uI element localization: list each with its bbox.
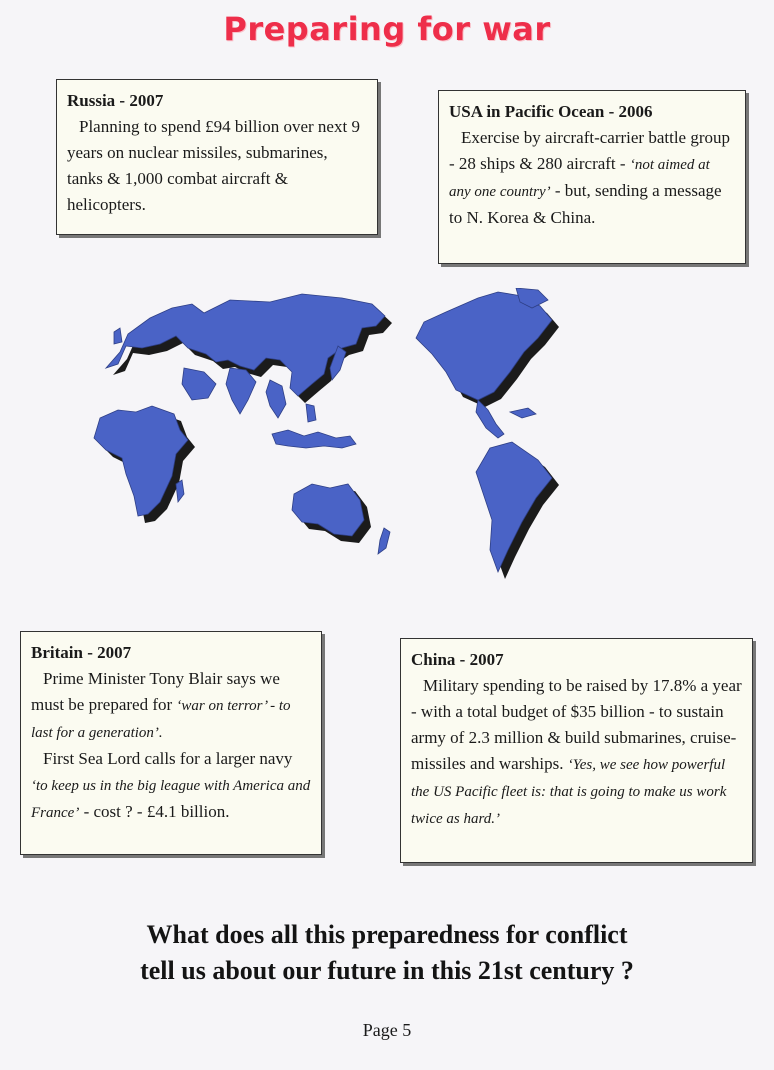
page-title: Preparing for war: [223, 10, 551, 48]
usa-pacific-2006-box: [438, 90, 746, 264]
russia-body: Planning to spend £94 billion over next 9 years on nuclear missiles, submarines, tanks & 1,000 combat aircraft & helicopters.: [67, 117, 360, 214]
usa-quote: ‘not aimed at any one country’: [449, 157, 710, 200]
usa-body-text-1: Exercise by aircraft-carrier battle group - 28 ships & 280 aircraft -: [449, 128, 731, 173]
usa-body: [449, 125, 735, 231]
madagascar-landmass: [176, 480, 184, 502]
closing-question: [0, 917, 774, 989]
china-2007-box: [400, 638, 753, 863]
usa-heading: USA in Pacific Ocean - 2006: [449, 102, 653, 121]
australia-landmass: [292, 484, 364, 536]
britain-body-text-2: First Sea Lord calls for a larger navy: [43, 749, 293, 768]
china-quote: ‘Yes, we see how powerful the US Pacific fleet is: that is going to make us work twice as hard.’: [411, 757, 727, 827]
china-body-text: Military spending to be raised by 17.8% a year - with a total budget of $35 billion - to sustain army of 2.3 million & build submarines, cruise-missiles and warships.: [411, 676, 742, 773]
russia-heading: Russia - 2007: [67, 91, 164, 110]
china-body: [411, 673, 742, 832]
southeast-asia-landmass: [266, 380, 286, 418]
britain-body-1: [31, 666, 311, 746]
new-zealand-landmass: [378, 528, 390, 554]
question-line-1: What does all this preparedness for conflict: [146, 920, 628, 949]
russia-2007-box: [56, 79, 378, 235]
british-isles-landmass: [114, 328, 122, 344]
arabia-landmass: [182, 368, 216, 400]
britain-body-2: [31, 746, 311, 826]
indonesia-islands: [272, 430, 356, 448]
caribbean-islands: [510, 408, 536, 418]
britain-body-text-3: - cost ? - £4.1 billion.: [83, 802, 230, 821]
britain-2007-box: [20, 631, 322, 855]
britain-heading: Britain - 2007: [31, 643, 132, 662]
page-number: Page 5: [362, 1020, 412, 1040]
britain-quote-2: ‘to keep us in the big league with America and France’: [31, 778, 311, 821]
india-landmass: [226, 368, 256, 414]
britain-body-text-1: Prime Minister Tony Blair says we must be prepared for: [31, 669, 280, 714]
philippines-islands: [306, 404, 316, 422]
central-america-landmass: [476, 400, 504, 438]
africa-landmass: [94, 406, 188, 516]
britain-quote-1: ‘war on terror’ - to last for a generation’.: [31, 698, 291, 741]
question-line-2: tell us about our future in this 21st century ?: [140, 956, 634, 985]
usa-body-text-2: - but, sending a message to N. Korea & China.: [449, 181, 722, 227]
china-heading: China - 2007: [411, 650, 504, 669]
world-map: [80, 288, 640, 588]
